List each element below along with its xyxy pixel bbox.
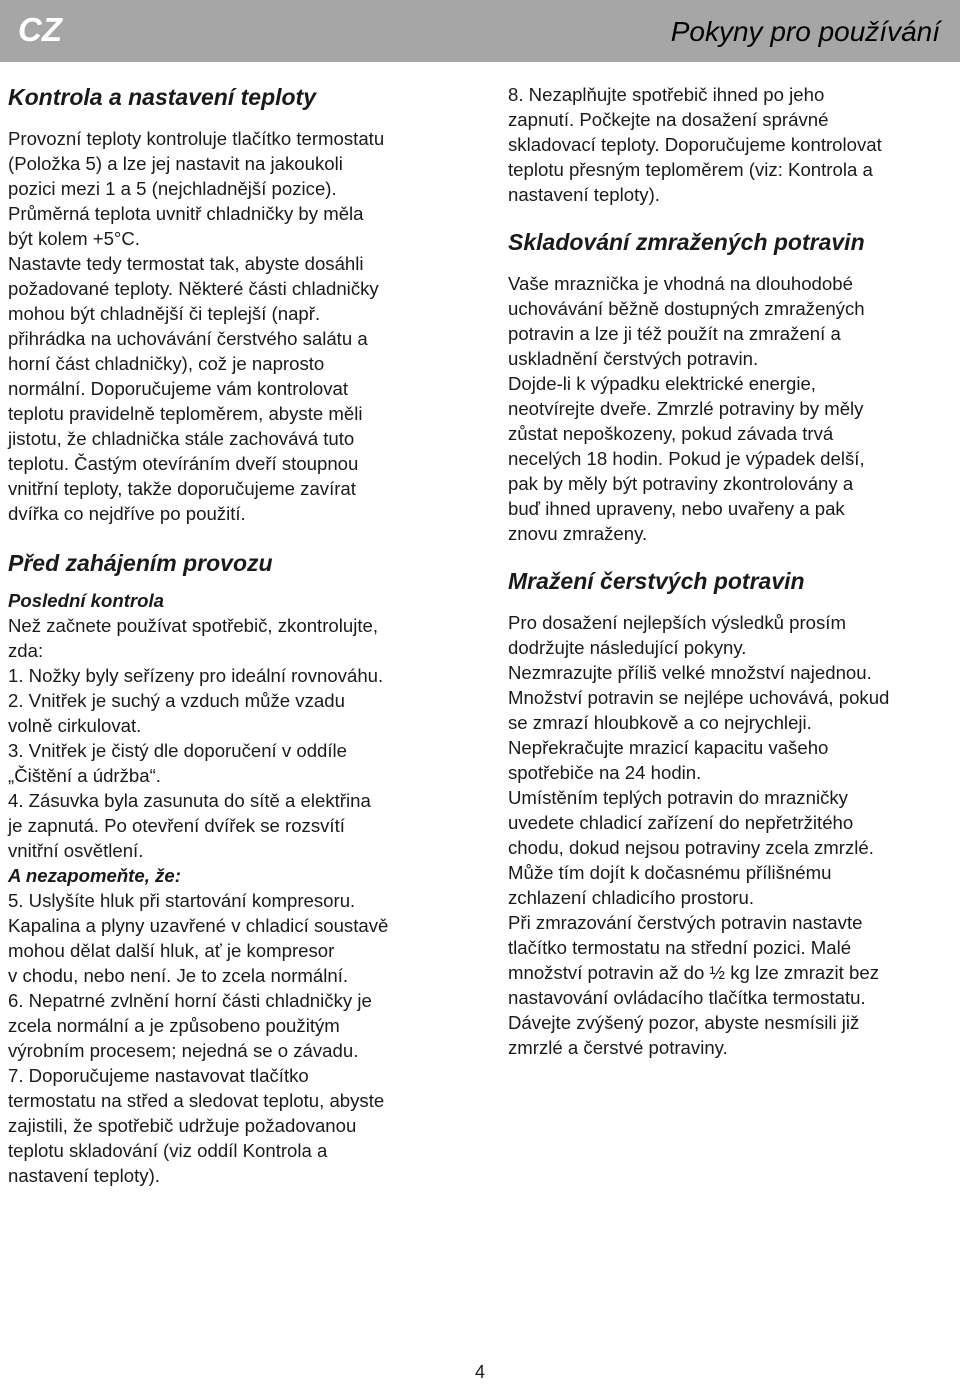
text-line: zcela normální a je způsobeno použitým bbox=[8, 1015, 340, 1036]
heading-freezing-fresh: Mražení čerstvých potravin bbox=[508, 568, 805, 594]
text-line: je zapnutá. Po otevření dvířek se rozsvítí bbox=[8, 815, 345, 836]
text-line: požadované teploty. Některé části chladničky bbox=[8, 278, 379, 299]
text-line: nastavení teploty). bbox=[8, 1165, 160, 1186]
text-line: zapnutí. Počkejte na dosažení správné bbox=[508, 109, 829, 130]
text-line: normální. Doporučujeme vám kontrolovat bbox=[8, 378, 349, 399]
text-line: volně cirkulovat. bbox=[8, 715, 142, 736]
left-column bbox=[8, 82, 458, 1188]
text-line: neotvírejte dveře. Zmrzlé potraviny by měly bbox=[508, 398, 864, 419]
text-line: horní část chladničky), což je naprosto bbox=[8, 353, 325, 374]
text-line: zda: bbox=[8, 640, 44, 661]
text-line: Umístěním teplých potravin do mrazničky bbox=[508, 787, 848, 808]
section-title: Pokyny pro používání bbox=[670, 16, 940, 47]
heading-temperature-control: Kontrola a nastavení teploty bbox=[8, 84, 317, 110]
text-line: teplotu přesným teploměrem (viz: Kontrola a bbox=[508, 159, 873, 180]
text-line: Provozní teploty kontroluje tlačítko termostatu bbox=[8, 128, 385, 149]
heading-dont-forget: A nezapomeňte, že: bbox=[8, 865, 181, 886]
text-line: spotřebiče na 24 hodin. bbox=[508, 762, 702, 783]
text-line: mohou dělat další hluk, ať je kompresor bbox=[8, 940, 335, 961]
fill-after-start-text bbox=[508, 82, 948, 207]
text-line: Nastavte tedy termostat tak, abyste dosáhli bbox=[8, 253, 364, 274]
heading-final-check: Poslední kontrola bbox=[8, 590, 165, 611]
frozen-storage-text bbox=[508, 271, 948, 546]
text-line: Vaše mraznička je vhodná na dlouhodobé bbox=[508, 273, 853, 294]
text-line: 4. Zásuvka byla zasunuta do sítě a elektřina bbox=[8, 790, 371, 811]
text-line: 3. Vnitřek je čistý dle doporučení v oddíle bbox=[8, 740, 348, 761]
text-line: potravin a lze ji též použít na zmražení a bbox=[508, 323, 841, 344]
text-line: množství potravin až do ½ kg lze zmrazit bez bbox=[508, 962, 879, 983]
language-code: CZ bbox=[18, 11, 62, 48]
text-line: Množství potravin se nejlépe uchovává, pokud bbox=[508, 687, 890, 708]
text-line: (Položka 5) a lze jej nastavit na jakoukoli bbox=[8, 153, 343, 174]
text-line: Nezmrazujte příliš velké množství najednou. bbox=[508, 662, 872, 683]
text-line: „Čištění a údržba“. bbox=[8, 765, 161, 786]
text-line: 7. Doporučujeme nastavovat tlačítko bbox=[8, 1065, 309, 1086]
text-line: Než začnete používat spotřebič, zkontrolujte, bbox=[8, 615, 379, 636]
heading-before-operation: Před zahájením provozu bbox=[8, 550, 273, 576]
text-line: se zmrazí hloubkově a co nejrychleji. bbox=[508, 712, 812, 733]
text-line: 6. Nepatrné zvlnění horní části chladničky je bbox=[8, 990, 372, 1011]
text-line: jistotu, že chladnička stále zachovává tuto bbox=[8, 428, 355, 449]
page-number: 4 bbox=[474, 1362, 485, 1382]
text-line: zůstat nepoškozeny, pokud závada trvá bbox=[508, 423, 834, 444]
text-line: pak by měly být potraviny zkontrolovány a bbox=[508, 473, 854, 494]
text-line: buď ihned upraveny, nebo uvařeny a pak bbox=[508, 498, 845, 519]
text-line: teplotu skladování (viz oddíl Kontrola a bbox=[8, 1140, 328, 1161]
text-line: znovu zmraženy. bbox=[508, 523, 648, 544]
text-line: být kolem +5°C. bbox=[8, 228, 140, 249]
heading-frozen-storage: Skladování zmražených potravin bbox=[508, 229, 865, 255]
text-line: Může tím dojít k dočasnému přílišnému bbox=[508, 862, 832, 883]
text-line: Dojde-li k výpadku elektrické energie, bbox=[508, 373, 816, 394]
text-line: termostatu na střed a sledovat teplotu, abyste bbox=[8, 1090, 385, 1111]
text-line: v chodu, nebo není. Je to zcela normální. bbox=[8, 965, 349, 986]
text-line: mohou být chladnější či teplejší (např. bbox=[8, 303, 321, 324]
text-line: Při zmrazování čerstvých potravin nastavte bbox=[508, 912, 863, 933]
text-line: uchovávání běžně dostupných zmražených bbox=[508, 298, 865, 319]
text-line: zchlazení chladicího prostoru. bbox=[508, 887, 754, 908]
final-check-text bbox=[8, 613, 458, 863]
text-line: dodržujte následující pokyny. bbox=[508, 637, 747, 658]
right-column bbox=[508, 82, 948, 1060]
text-line: přihrádka na uchovávání čerstvého salátu a bbox=[8, 328, 368, 349]
text-line: Nepřekračujte mrazicí kapacitu vašeho bbox=[508, 737, 829, 758]
text-line: nastavování ovládacího tlačítka termostatu. bbox=[508, 987, 866, 1008]
text-line: dvířka co nejdříve po použití. bbox=[8, 503, 246, 524]
text-line: skladovací teploty. Doporučujeme kontrolovat bbox=[508, 134, 882, 155]
freezing-fresh-text bbox=[508, 610, 948, 1060]
text-line: zmrzlé a čerstvé potraviny. bbox=[508, 1037, 728, 1058]
text-line: teplotu pravidelně teploměrem, abyste měli bbox=[8, 403, 363, 424]
text-line: Dávejte zvýšený pozor, abyste nesmísili již bbox=[508, 1012, 860, 1033]
text-line: Průměrná teplota uvnitř chladničky by měla bbox=[8, 203, 364, 224]
text-line: vnitřní osvětlení. bbox=[8, 840, 144, 861]
text-line: Kapalina a plyny uzavřené v chladicí soustavě bbox=[8, 915, 389, 936]
text-line: uskladnění čerstvých potravin. bbox=[508, 348, 759, 369]
text-line: 5. Uslyšíte hluk při startování kompresoru. bbox=[8, 890, 356, 911]
text-line: necelých 18 hodin. Pokud je výpadek delší, bbox=[508, 448, 865, 469]
text-line: zajistili, že spotřebič udržuje požadovanou bbox=[8, 1115, 357, 1136]
temperature-control-text bbox=[8, 126, 458, 526]
text-line: tlačítko termostatu na střední pozici. Malé bbox=[508, 937, 852, 958]
text-line: vnitřní teploty, takže doporučujeme zavírat bbox=[8, 478, 356, 499]
text-line: pozici mezi 1 a 5 (nejchladnější pozice). bbox=[8, 178, 337, 199]
text-line: chodu, dokud nejsou potraviny zcela zmrzlé. bbox=[508, 837, 874, 858]
text-line: 8. Nezaplňujte spotřebič ihned po jeho bbox=[508, 84, 825, 105]
text-line: uvedete chladicí zařízení do nepřetržitého bbox=[508, 812, 854, 833]
text-line: 2. Vnitřek je suchý a vzduch může vzadu bbox=[8, 690, 345, 711]
text-line: výrobním procesem; nejedná se o závadu. bbox=[8, 1040, 359, 1061]
text-line: 1. Nožky byly seřízeny pro ideální rovnováhu. bbox=[8, 665, 384, 686]
text-line: teplotu. Častým otevíráním dveří stoupnou bbox=[8, 453, 359, 474]
text-line: nastavení teploty). bbox=[508, 184, 660, 205]
dont-forget-text bbox=[8, 888, 458, 1188]
page-header bbox=[0, 0, 960, 62]
text-line: Pro dosažení nejlepších výsledků prosím bbox=[508, 612, 846, 633]
